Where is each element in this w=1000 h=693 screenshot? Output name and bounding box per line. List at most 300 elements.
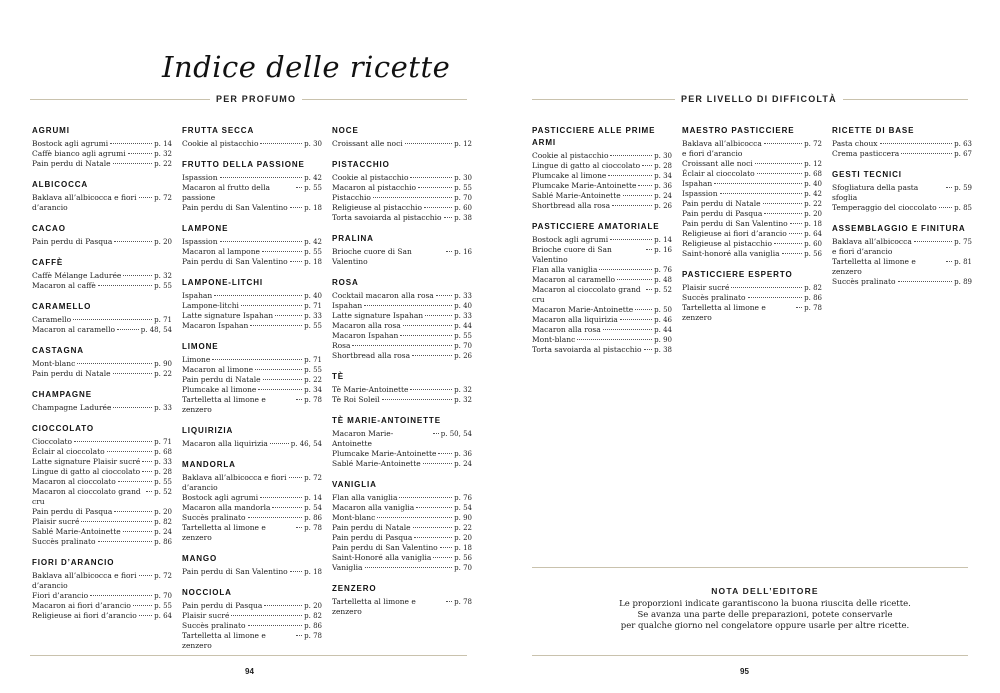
- recipe-entry: [532, 235, 672, 245]
- dot-leader: [113, 407, 152, 408]
- dot-leader: [646, 289, 652, 290]
- recipe-name: Tartelletta al limone e zenzero: [182, 631, 266, 650]
- footer-line: [30, 655, 467, 656]
- recipe-entry: [832, 277, 972, 287]
- page-reference: p. 55: [154, 602, 172, 610]
- index-group: [332, 159, 472, 223]
- dot-leader: [898, 281, 953, 282]
- recipe-entry: [332, 203, 472, 213]
- dot-leader: [258, 389, 302, 390]
- page-reference: p. 32: [454, 396, 472, 404]
- recipe-name: Flan alla vaniglia: [332, 493, 398, 502]
- recipe-name: Baklava all’albicocca e fiori d’arancio: [32, 571, 137, 590]
- recipe-name: Pain perdu di Pasqua: [682, 209, 763, 218]
- page-reference: p. 36: [454, 450, 472, 458]
- right-page: [500, 0, 1000, 693]
- dot-leader: [757, 173, 803, 174]
- recipe-entry: [182, 601, 322, 611]
- category-heading: LAMPONE-LITCHI: [182, 278, 264, 287]
- index-group: [182, 277, 322, 331]
- recipe-entry: [682, 239, 822, 249]
- dot-leader: [599, 269, 652, 270]
- page-reference: p. 89: [954, 278, 972, 286]
- dot-leader: [612, 205, 652, 206]
- page-reference: p. 34: [304, 386, 322, 394]
- recipe-name: Saint-Honoré alla vaniglia: [332, 553, 432, 562]
- dot-leader: [133, 605, 152, 606]
- recipe-entry: [332, 213, 472, 223]
- page-reference: p. 18: [304, 258, 322, 266]
- page-reference: p. 60: [804, 240, 822, 248]
- dot-leader: [731, 287, 802, 288]
- dot-leader: [264, 605, 302, 606]
- recipe-name: Fiori d’arancio: [32, 591, 89, 600]
- recipe-name: Succès pralinato: [182, 621, 246, 630]
- index-group: [32, 179, 172, 213]
- recipe-entry: [182, 365, 322, 375]
- page-reference: p. 20: [804, 210, 822, 218]
- dot-leader: [603, 329, 652, 330]
- page-reference: p. 33: [154, 458, 172, 466]
- recipe-name: Baklava all’albicocca e fiori d’arancio: [832, 237, 912, 256]
- recipe-name: Sfogliatura della pasta sfoglia: [832, 183, 919, 202]
- dot-leader: [410, 177, 452, 178]
- recipe-entry: [32, 447, 172, 457]
- page-reference: p. 72: [154, 194, 172, 202]
- recipe-name: Macaron alla liquirizia: [182, 439, 268, 448]
- page-reference: p. 55: [454, 184, 472, 192]
- category-heading: NOCE: [332, 126, 359, 135]
- category-heading: LIQUIRIZIA: [182, 426, 234, 435]
- recipe-entry: [32, 571, 172, 591]
- category-heading: MANDORLA: [182, 460, 236, 469]
- recipe-entry: [32, 281, 172, 291]
- recipe-name: Limone: [182, 355, 211, 364]
- recipe-entry: [182, 395, 322, 415]
- dot-leader: [139, 615, 152, 616]
- page-reference: p. 71: [154, 316, 172, 324]
- dot-leader: [110, 143, 152, 144]
- dot-leader: [289, 477, 303, 478]
- index-group: [332, 277, 472, 361]
- dot-leader: [714, 183, 802, 184]
- recipe-name: Macaron al lampone: [182, 247, 260, 256]
- page-reference: p. 33: [454, 292, 472, 300]
- recipe-entry: [32, 315, 172, 325]
- page-reference: p. 48: [654, 276, 672, 284]
- dot-leader: [617, 279, 652, 280]
- recipe-entry: [32, 403, 172, 413]
- recipe-entry: [332, 459, 472, 469]
- recipe-name: Macaron alla liquirizia: [532, 315, 618, 324]
- recipe-name: Pain perdu di Natale: [332, 523, 411, 532]
- recipe-entry: [32, 159, 172, 169]
- index-group: [32, 423, 172, 547]
- recipe-entry: [682, 219, 822, 229]
- page-reference: p. 12: [804, 160, 822, 168]
- editor-note-line: Le proporzioni indicate garantiscono la buona riuscita delle ricette.: [619, 599, 911, 609]
- dot-leader: [73, 319, 152, 320]
- page-reference: p. 59: [954, 184, 972, 192]
- recipe-entry: [682, 179, 822, 189]
- dot-leader: [403, 325, 452, 326]
- recipe-entry: [32, 437, 172, 447]
- recipe-name: Macaron Marie-Antoinette: [332, 429, 394, 448]
- category-heading: CHAMPAGNE: [32, 390, 92, 399]
- recipe-name: Mont-blanc: [32, 359, 76, 368]
- recipe-entry: [32, 369, 172, 379]
- recipe-name: Flan alla vaniglia: [532, 265, 598, 274]
- page-reference: p. 38: [454, 214, 472, 222]
- page-reference: p. 55: [304, 366, 322, 374]
- recipe-entry: [332, 341, 472, 351]
- page-reference: p. 40: [454, 302, 472, 310]
- recipe-name: Pain perdu di San Valentino: [682, 219, 788, 228]
- index-group: [32, 125, 172, 169]
- recipe-entry: [32, 517, 172, 527]
- dot-leader: [113, 373, 153, 374]
- recipe-name: Mont-blanc: [332, 513, 376, 522]
- recipe-name: Macaron ai fiori d’arancio: [32, 601, 131, 610]
- page-reference: p. 71: [304, 356, 322, 364]
- recipe-entry: [682, 209, 822, 219]
- recipe-entry: [32, 477, 172, 487]
- recipe-entry: [182, 311, 322, 321]
- dot-leader: [436, 295, 452, 296]
- index-column: [682, 125, 822, 333]
- recipe-name: Macaron al cioccolato grand cru: [532, 285, 641, 304]
- recipe-name: Sablé Marie-Antoinette: [332, 459, 421, 468]
- index-group: [182, 553, 322, 577]
- dot-leader: [296, 527, 302, 528]
- recipe-name: Mont-blanc: [532, 335, 576, 344]
- recipe-entry: [332, 351, 472, 361]
- dot-leader: [128, 153, 153, 154]
- page-reference: p. 90: [454, 514, 472, 522]
- dot-leader: [405, 143, 452, 144]
- recipe-name: Macaron al cioccolato: [32, 477, 116, 486]
- page-reference: p. 42: [304, 174, 322, 182]
- recipe-name: Pain perdu di Natale: [682, 199, 761, 208]
- index-group: [182, 425, 322, 449]
- page-reference: p. 18: [804, 220, 822, 228]
- page-reference: p. 40: [804, 180, 822, 188]
- dot-leader: [107, 451, 153, 452]
- recipe-name: Macaron al pistacchio: [332, 183, 417, 192]
- recipe-entry: [32, 611, 172, 621]
- page-reference: p. 26: [454, 352, 472, 360]
- page-reference: p. 44: [454, 322, 472, 330]
- dot-leader: [642, 165, 652, 166]
- dot-leader: [262, 251, 302, 252]
- page-reference: p. 24: [654, 192, 672, 200]
- dot-leader: [433, 557, 452, 558]
- page-reference: p. 34: [654, 172, 672, 180]
- recipe-entry: [182, 321, 322, 331]
- recipe-entry: [532, 191, 672, 201]
- page-reference: p. 28: [154, 468, 172, 476]
- page-reference: p. 42: [804, 190, 822, 198]
- dot-leader: [914, 241, 952, 242]
- recipe-name: Cookie al pistacchio: [532, 151, 609, 160]
- recipe-entry: [682, 293, 822, 303]
- dot-leader: [275, 315, 302, 316]
- page-reference: p. 22: [304, 376, 322, 384]
- recipe-name: Champagne Ladurée: [32, 403, 112, 412]
- dot-leader: [763, 203, 803, 204]
- recipe-name: Pain perdu di San Valentino: [182, 203, 288, 212]
- page-reference: p. 71: [154, 438, 172, 446]
- recipe-entry: [32, 487, 172, 507]
- recipe-entry: [182, 473, 322, 493]
- recipe-name: Pain perdu di Pasqua: [32, 507, 113, 516]
- page-reference: p. 70: [454, 342, 472, 350]
- recipe-entry: [182, 385, 322, 395]
- recipe-name: Macaron al limone: [182, 365, 254, 374]
- page-reference: p. 54: [304, 504, 322, 512]
- recipe-name: Tè Marie-Antoinette: [332, 385, 409, 394]
- recipe-entry: [532, 151, 672, 161]
- recipe-name: Pain perdu di Natale: [32, 369, 111, 378]
- index-group: [182, 159, 322, 213]
- page-reference: p. 70: [454, 194, 472, 202]
- recipe-entry: [182, 513, 322, 523]
- recipe-entry: [532, 335, 672, 345]
- page-reference: p. 60: [454, 204, 472, 212]
- page-reference: p. 86: [154, 538, 172, 546]
- page-reference: p. 40: [304, 292, 322, 300]
- dot-leader: [440, 547, 452, 548]
- recipe-entry: [532, 325, 672, 335]
- dot-leader: [241, 305, 302, 306]
- category-heading: RICETTE DI BASE: [832, 126, 915, 135]
- recipe-entry: [32, 537, 172, 547]
- page-reference: p. 20: [454, 534, 472, 542]
- page-reference: p. 14: [654, 236, 672, 244]
- dot-leader: [146, 491, 152, 492]
- page-reference: p. 55: [454, 332, 472, 340]
- dot-leader: [720, 193, 803, 194]
- dot-leader: [748, 297, 803, 298]
- recipe-entry: [532, 265, 672, 275]
- recipe-entry: [182, 439, 322, 449]
- dot-leader: [74, 441, 152, 442]
- recipe-name: Bostock agli agrumi: [532, 235, 609, 244]
- page-reference: p. 68: [804, 170, 822, 178]
- page-reference: p. 55: [154, 478, 172, 486]
- dot-leader: [248, 517, 303, 518]
- recipe-name: Macaron Ispahan: [332, 331, 399, 340]
- dot-leader: [212, 359, 302, 360]
- dot-leader: [81, 521, 152, 522]
- dot-leader: [139, 575, 153, 576]
- category-heading: FRUTTA SECCA: [182, 126, 255, 135]
- dot-leader: [412, 355, 452, 356]
- recipe-entry: [332, 291, 472, 301]
- index-group: [832, 223, 972, 287]
- category-heading: ASSEMBLAGGIO E FINITURA: [832, 224, 966, 233]
- recipe-name: Ispahan: [682, 179, 713, 188]
- recipe-name: Sablé Marie-Antoinette: [32, 527, 121, 536]
- recipe-entry: [832, 183, 972, 203]
- recipe-entry: [332, 331, 472, 341]
- recipe-name: Pasta choux: [832, 139, 878, 148]
- recipe-name: Succès pralinato: [32, 537, 96, 546]
- category-heading: NOCCIOLA: [182, 588, 232, 597]
- recipe-name: Cocktail macaron alla rosa: [332, 291, 434, 300]
- recipe-name: Shortbread alla rosa: [332, 351, 411, 360]
- page-reference: p. 20: [154, 238, 172, 246]
- recipe-entry: [332, 301, 472, 311]
- dot-leader: [577, 339, 652, 340]
- page-reference: p. 12: [454, 140, 472, 148]
- recipe-entry: [682, 139, 822, 159]
- page-reference: p. 85: [954, 204, 972, 212]
- page-reference: p. 32: [154, 272, 172, 280]
- index-group: [32, 223, 172, 247]
- recipe-entry: [182, 355, 322, 365]
- index-group: [682, 269, 822, 323]
- page-reference: p. 30: [454, 174, 472, 182]
- dot-leader: [220, 241, 303, 242]
- recipe-entry: [182, 375, 322, 385]
- recipe-name: Baklava all’albicocca e fiori d’arancio: [182, 473, 287, 492]
- recipe-name: Baklava all’albicocca e fiori d’arancio: [32, 193, 137, 212]
- dot-leader: [365, 567, 453, 568]
- page-reference: p. 86: [304, 622, 322, 630]
- category-heading: PASTICCIERE AMATORIALE: [532, 222, 660, 231]
- index-column: [532, 125, 672, 365]
- recipe-entry: [332, 503, 472, 513]
- category-heading: PISTACCHIO: [332, 160, 390, 169]
- page-reference: p. 36: [654, 182, 672, 190]
- recipe-entry: [832, 203, 972, 213]
- recipe-name: Shortbread alla rosa: [532, 201, 611, 210]
- dot-leader: [410, 389, 452, 390]
- recipe-entry: [832, 257, 972, 277]
- recipe-entry: [182, 291, 322, 301]
- recipe-entry: [332, 513, 472, 523]
- dot-leader: [796, 307, 802, 308]
- recipe-entry: [332, 429, 472, 449]
- dot-leader: [444, 217, 453, 218]
- recipe-entry: [32, 237, 172, 247]
- recipe-entry: [532, 161, 672, 171]
- recipe-entry: [32, 527, 172, 537]
- recipe-name: Ispassion: [682, 189, 718, 198]
- page-reference: p. 82: [304, 612, 322, 620]
- dot-leader: [377, 517, 452, 518]
- dot-leader: [123, 531, 153, 532]
- page-reference: p. 86: [304, 514, 322, 522]
- page-reference: p. 72: [804, 140, 822, 148]
- page-number: 94: [245, 667, 254, 676]
- dot-leader: [446, 251, 452, 252]
- category-heading: LAMPONE: [182, 224, 229, 233]
- category-heading: GESTI TECNICI: [832, 170, 902, 179]
- page-reference: p. 78: [454, 598, 472, 606]
- recipe-name: Macaron al caramello: [32, 325, 115, 334]
- page-reference: p. 67: [954, 150, 972, 158]
- page-reference: p. 78: [804, 304, 822, 312]
- recipe-entry: [532, 315, 672, 325]
- page-reference: p. 75: [954, 238, 972, 246]
- recipe-name: Latte signature Ispahan: [332, 311, 424, 320]
- category-heading: ZENZERO: [332, 584, 377, 593]
- page-reference: p. 70: [154, 592, 172, 600]
- recipe-name: Succès pralinato: [682, 293, 746, 302]
- recipe-entry: [682, 303, 822, 323]
- recipe-name: Macaron Ispahan: [182, 321, 249, 330]
- recipe-name: Ispahan: [182, 291, 213, 300]
- recipe-name: Éclair al cioccolato: [682, 169, 755, 178]
- recipe-name: Latte signature Plaisir sucré: [32, 457, 141, 466]
- page-reference: p. 26: [654, 202, 672, 210]
- page-reference: p. 32: [154, 150, 172, 158]
- recipe-name: Religieuse al pistacchio: [682, 239, 772, 248]
- page-reference: p. 44: [654, 326, 672, 334]
- dot-leader: [114, 241, 152, 242]
- page-reference: p. 72: [304, 474, 322, 482]
- page-reference: p. 82: [804, 284, 822, 292]
- recipe-entry: [32, 149, 172, 159]
- page-reference: p. 14: [304, 494, 322, 502]
- recipe-name: Succès pralinato: [182, 513, 246, 522]
- recipe-entry: [332, 385, 472, 395]
- recipe-name: Macaron alla vaniglia: [332, 503, 415, 512]
- category-heading: ALBICOCCA: [32, 180, 89, 189]
- recipe-name: Pain perdu di Natale: [182, 375, 261, 384]
- category-heading: PASTICCIERE ESPERTO: [682, 270, 793, 279]
- index-group: [532, 125, 672, 211]
- recipe-entry: [332, 311, 472, 321]
- index-group: [32, 345, 172, 379]
- recipe-entry: [32, 193, 172, 213]
- dot-leader: [423, 463, 453, 464]
- dot-leader: [764, 213, 802, 214]
- dot-leader: [399, 497, 452, 498]
- recipe-name: Macaron al caramello: [532, 275, 615, 284]
- page-reference: p. 55: [304, 322, 322, 330]
- category-heading: VANIGLIA: [332, 480, 377, 489]
- editor-note-line: Se avanza una parte delle preparazioni, potete conservarle: [637, 610, 893, 620]
- page-reference: p. 30: [654, 152, 672, 160]
- dot-leader: [139, 197, 153, 198]
- recipe-entry: [182, 621, 322, 631]
- dot-leader: [418, 187, 452, 188]
- recipe-entry: [332, 533, 472, 543]
- dot-leader: [123, 275, 152, 276]
- recipe-name: Plaisir sucré: [682, 283, 730, 292]
- index-group: [832, 169, 972, 213]
- dot-leader: [296, 399, 302, 400]
- recipe-entry: [332, 173, 472, 183]
- category-heading: ROSA: [332, 278, 359, 287]
- section-header-per-profumo: PER PROFUMO: [210, 94, 302, 104]
- category-heading: PRALINA: [332, 234, 374, 243]
- recipe-name: Cookie al pistacchio: [332, 173, 409, 182]
- index-group: [532, 221, 672, 355]
- page-reference: p. 42: [304, 238, 322, 246]
- recipe-entry: [682, 159, 822, 169]
- page-reference: p. 33: [454, 312, 472, 320]
- recipe-entry: [182, 611, 322, 621]
- dot-leader: [608, 175, 652, 176]
- recipe-name: Plaisir sucré: [32, 517, 80, 526]
- recipe-entry: [332, 493, 472, 503]
- index-group: [32, 257, 172, 291]
- page-reference: p. 24: [154, 528, 172, 536]
